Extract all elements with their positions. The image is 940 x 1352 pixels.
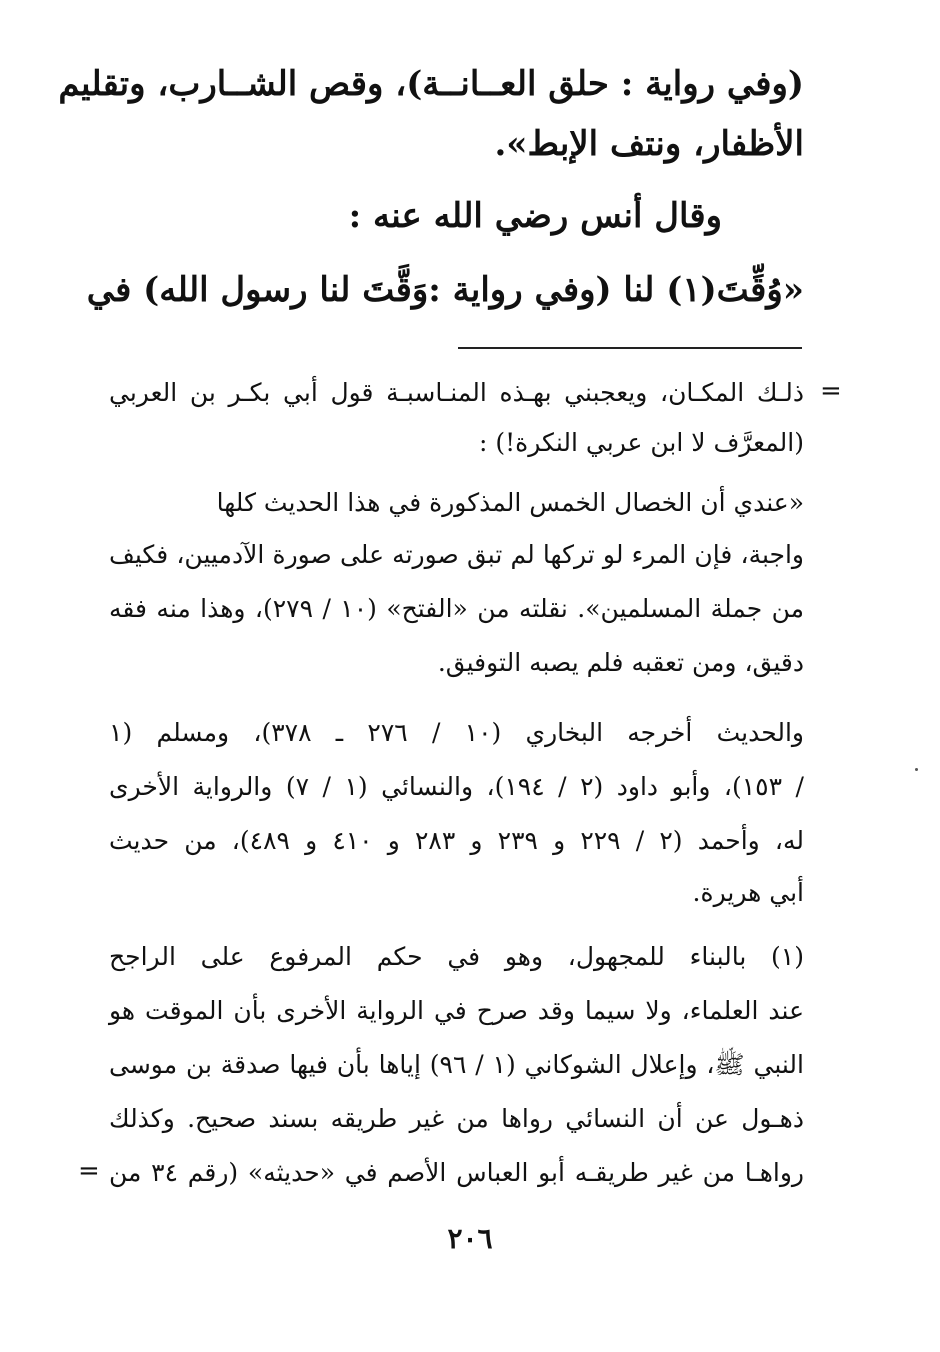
- hadith-line-2: / ١٥٣)، وأبو داود (٢ / ١٩٤)، والنسائي (١ / ٧) والرواية الأخرى: [109, 772, 804, 801]
- continuation-marker: =: [820, 376, 842, 406]
- footnote-continuation-line-2: (المعرَّف لا ابن عربي النكرة!) :: [479, 428, 804, 457]
- footnote-1-line-1: (١) بالبناء للمجهول، وهو في حكم المرفوع على الراجح: [109, 942, 804, 971]
- hadith-line-1: والحديث أخرجه البخاري (١٠ / ٢٧٦ ـ ٣٧٨)، ومسلم (١: [109, 718, 804, 747]
- quote-line-3: من جملة المسلمين». نقلته من «الفتح» (١٠ / ٢٧٩)، وهذا منه فقه: [109, 594, 804, 623]
- footnote-1-line-5: رواهـا من غير طريقـه أبو العباس الأصم في «حديثه» (رقم ٣٤ من: [109, 1158, 804, 1187]
- hadith-line-4: أبي هريرة.: [692, 878, 804, 907]
- scan-speck: [915, 768, 918, 771]
- footnote-continuation-line-1: ذلـك المكـان، ويعجبني بهـذه المنـاسبـة قول أبي بكـر بن العربي: [109, 378, 804, 407]
- page-number: ٢٠٦: [447, 1222, 493, 1255]
- footnote-separator: [458, 347, 802, 349]
- quote-line-2: واجبة، فإن المرء لو تركها لم تبق صورته على صورة الآدميين، فكيف: [109, 540, 804, 569]
- hadith-line-3: له، وأحمد (٢ / ٢٢٩ و ٢٣٩ و ٢٨٣ و ٤١٠ و ٤٨٩)، من حديث: [109, 826, 804, 855]
- footnote-1-line-4: ذهـول عن أن النسائي رواها من غير طريقه بسند صحيح. وكذلك: [109, 1104, 804, 1133]
- main-text-line-1: (وفي رواية : حلق العــانــة)، وقص الشــارب، وتقليم: [58, 64, 804, 104]
- footnote-1-line-3: النبي ﷺ، وإعلال الشوكاني (١ / ٩٦) إياها بأن فيها صدقة بن موسى: [109, 1050, 804, 1079]
- main-text-line-3: وقال أنس رضي الله عنه :: [348, 196, 722, 236]
- footnote-1-line-2: عند العلماء، ولا سيما وقد صرح في الرواية الأخرى بأن الموقت هو: [109, 996, 804, 1025]
- main-text-line-2: الأظفار، ونتف الإبط».: [494, 124, 804, 164]
- quote-line-4: دقيق، ومن تعقبه فلم يصبه التوفيق.: [437, 648, 804, 677]
- end-continuation-marker: =: [78, 1156, 100, 1186]
- main-text-line-4: «وُقِّتَ(١) لنا (وفي رواية :وَقَّتَ لنا رسول الله) في: [86, 270, 804, 310]
- quote-line-1: «عندي أن الخصال الخمس المذكورة في هذا الحديث كلها: [216, 488, 804, 517]
